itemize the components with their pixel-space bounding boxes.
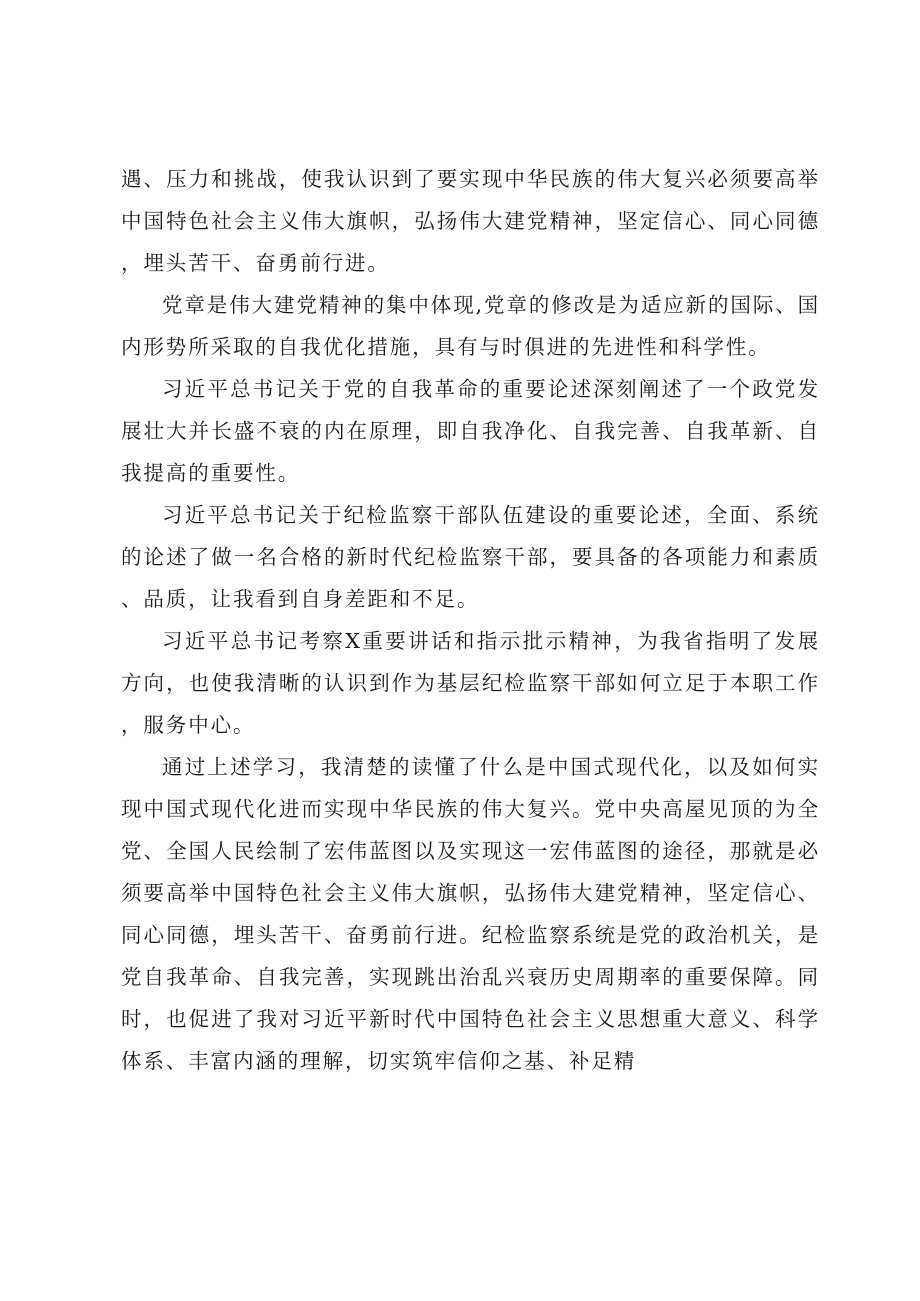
- paragraph: 通过上述学习，我清楚的读懂了什么是中国式现代化，以及如何实现中国式现代化进而实现中华民族的伟大复兴。党中央高屋见顶的为全党、全国人民绘制了宏伟蓝图以及实现这一宏伟蓝图的途径，那就是必须要高举中国特色社会主义伟大旗帜，弘扬伟大建党精神，坚定信心、同心同德，埋头苦干、奋勇前行进。纪检监察系统是党的政治机关，是党自我革命、自我完善，实现跳出治乱兴衰历史周期率的重要保障。同时，也促进了我对习近平新时代中国特色社会主义思想重大意义、科学体系、丰富内涵的理解，切实筑牢信仰之基、补足精: [121, 755, 820, 1073]
- paragraph: 党章是伟大建党精神的集中体现,党章的修改是为适应新的国际、国内形势所采取的自我优化措施，具有与时俱进的先进性和科学性。: [121, 293, 821, 359]
- paragraph: 习近平总书记考察X重要讲话和指示批示精神，为我省指明了发展方向，也使我清晰的认识到作为基层纪检监察干部如何立足于本职工作，服务中心。: [121, 629, 820, 737]
- document-body: [121, 158, 820, 1082]
- paragraph: 遇、压力和挑战，使我认识到了要实现中华民族的伟大复兴必须要高举中国特色社会主义伟大旗帜，弘扬伟大建党精神，坚定信心、同心同德，埋头苦干、奋勇前行进。: [121, 167, 820, 275]
- paragraph: 习近平总书记关于党的自我革命的重要论述深刻阐述了一个政党发展壮大并长盛不衰的内在原理，即自我净化、自我完善、自我革新、自我提高的重要性。: [121, 377, 820, 485]
- paragraph: 习近平总书记关于纪检监察干部队伍建设的重要论述，全面、系统的论述了做一名合格的新时代纪检监察干部，要具备的各项能力和素质、品质，让我看到自身差距和不足。: [121, 503, 820, 611]
